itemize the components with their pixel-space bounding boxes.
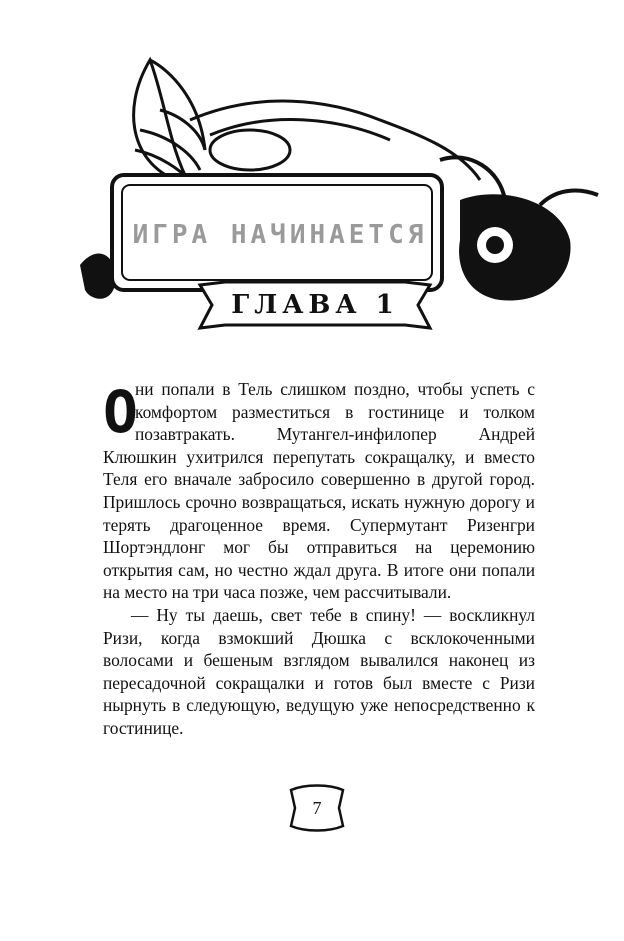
chapter-title: ИГРА НАЧИНАЕТСЯ (132, 220, 428, 250)
chapter-label: ГЛАВА 1 (231, 290, 399, 320)
paragraph-2: — Ну ты даешь, свет тебе в спину! — воскликнул Ризи, когда взмокший Дюшка с всклокоченными волосами и бешеным взглядом вывалился наконец из пересадочной сокращалки и готов был вместе с Ризи нырнуть в следующую, ведущую уже непосредственно к гостинице. (103, 604, 535, 738)
paragraph-1 (103, 378, 535, 604)
drop-cap: О (103, 378, 138, 446)
page-number: 7 (312, 797, 322, 818)
chapter-text (103, 378, 535, 740)
wing-ornament (134, 60, 205, 185)
paragraph-1-text: ни попали в Тель слишком поздно, чтобы успеть с комфортом разместиться в гостинице и толком позавтракать. Мутангел-инфилопер Андрей Клюшкин ухитрился перепутать сокращалку, и вместо Теля его вначале забросило совершенно в другой город. Пришлось срочно возвращаться, искать нужную дорогу и терять драгоценное время. Супермутант Ризенгри Шортэндлонг мог бы отправиться на церемонию открытия сам, но честно ждал друга. В итоге они попали на место на три часа позже, чем рассчитывали. (103, 379, 535, 603)
